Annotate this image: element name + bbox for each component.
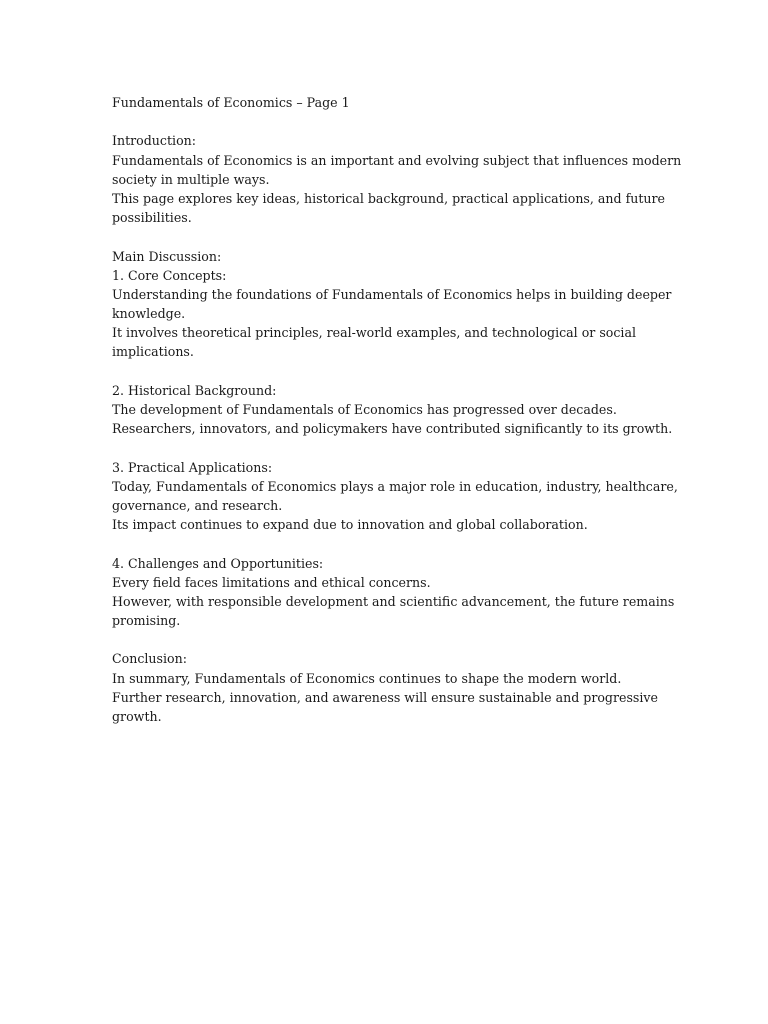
- section-line: promising.: [112, 613, 181, 629]
- section-line: Every field faces limitations and ethical concerns.: [112, 574, 431, 590]
- section-line: Understanding the foundations of Fundamentals of Economics helps in building deeper: [112, 286, 672, 302]
- section-line: The development of Fundamentals of Economics has progressed over decades.: [112, 402, 617, 417]
- blank-line: [112, 630, 652, 649]
- section-line: However, with responsible development and scientific advancement, the future remains: [112, 593, 675, 609]
- blank-line: [112, 362, 652, 381]
- introduction-line: This page explores key ideas, historical background, practical applications, and future: [112, 190, 665, 206]
- main-discussion-heading: Main Discussion:: [112, 248, 222, 264]
- section-heading-historical-background: 2. Historical Background:: [112, 382, 277, 398]
- conclusion-line: In summary, Fundamentals of Economics continues to shape the modern world.: [112, 670, 622, 686]
- section-line: Its impact continues to expand due to innovation and global collaboration.: [112, 517, 588, 533]
- blank-line: [112, 227, 652, 246]
- blank-line: [112, 534, 652, 553]
- conclusion-line: Further research, innovation, and awareness will ensure sustainable and progressive: [112, 689, 658, 705]
- section-line: implications.: [112, 344, 194, 360]
- section-heading-challenges-opportunities: 4. Challenges and Opportunities:: [112, 555, 324, 571]
- conclusion-line: growth.: [112, 709, 162, 724]
- section-line: knowledge.: [112, 306, 186, 322]
- page-title: Fundamentals of Economics – Page 1: [112, 95, 350, 110]
- blank-line: [112, 438, 652, 457]
- section-line: Today, Fundamentals of Economics plays a major role in education, industry, healthcare,: [112, 478, 678, 494]
- section-heading-core-concepts: 1. Core Concepts:: [112, 267, 227, 283]
- section-line: governance, and research.: [112, 497, 283, 513]
- conclusion-heading: Conclusion:: [112, 651, 187, 667]
- blank-line: [112, 112, 652, 131]
- introduction-line: society in multiple ways.: [112, 171, 270, 187]
- introduction-line: possibilities.: [112, 210, 192, 226]
- section-heading-practical-applications: 3. Practical Applications:: [112, 459, 273, 475]
- introduction-heading: Introduction:: [112, 133, 196, 149]
- document-body: [112, 93, 682, 726]
- introduction-line: Fundamentals of Economics is an important and evolving subject that influences modern: [112, 152, 682, 168]
- section-line: Researchers, innovators, and policymakers have contributed significantly to its growth.: [112, 421, 673, 437]
- section-line: It involves theoretical principles, real-world examples, and technological or social: [112, 325, 636, 341]
